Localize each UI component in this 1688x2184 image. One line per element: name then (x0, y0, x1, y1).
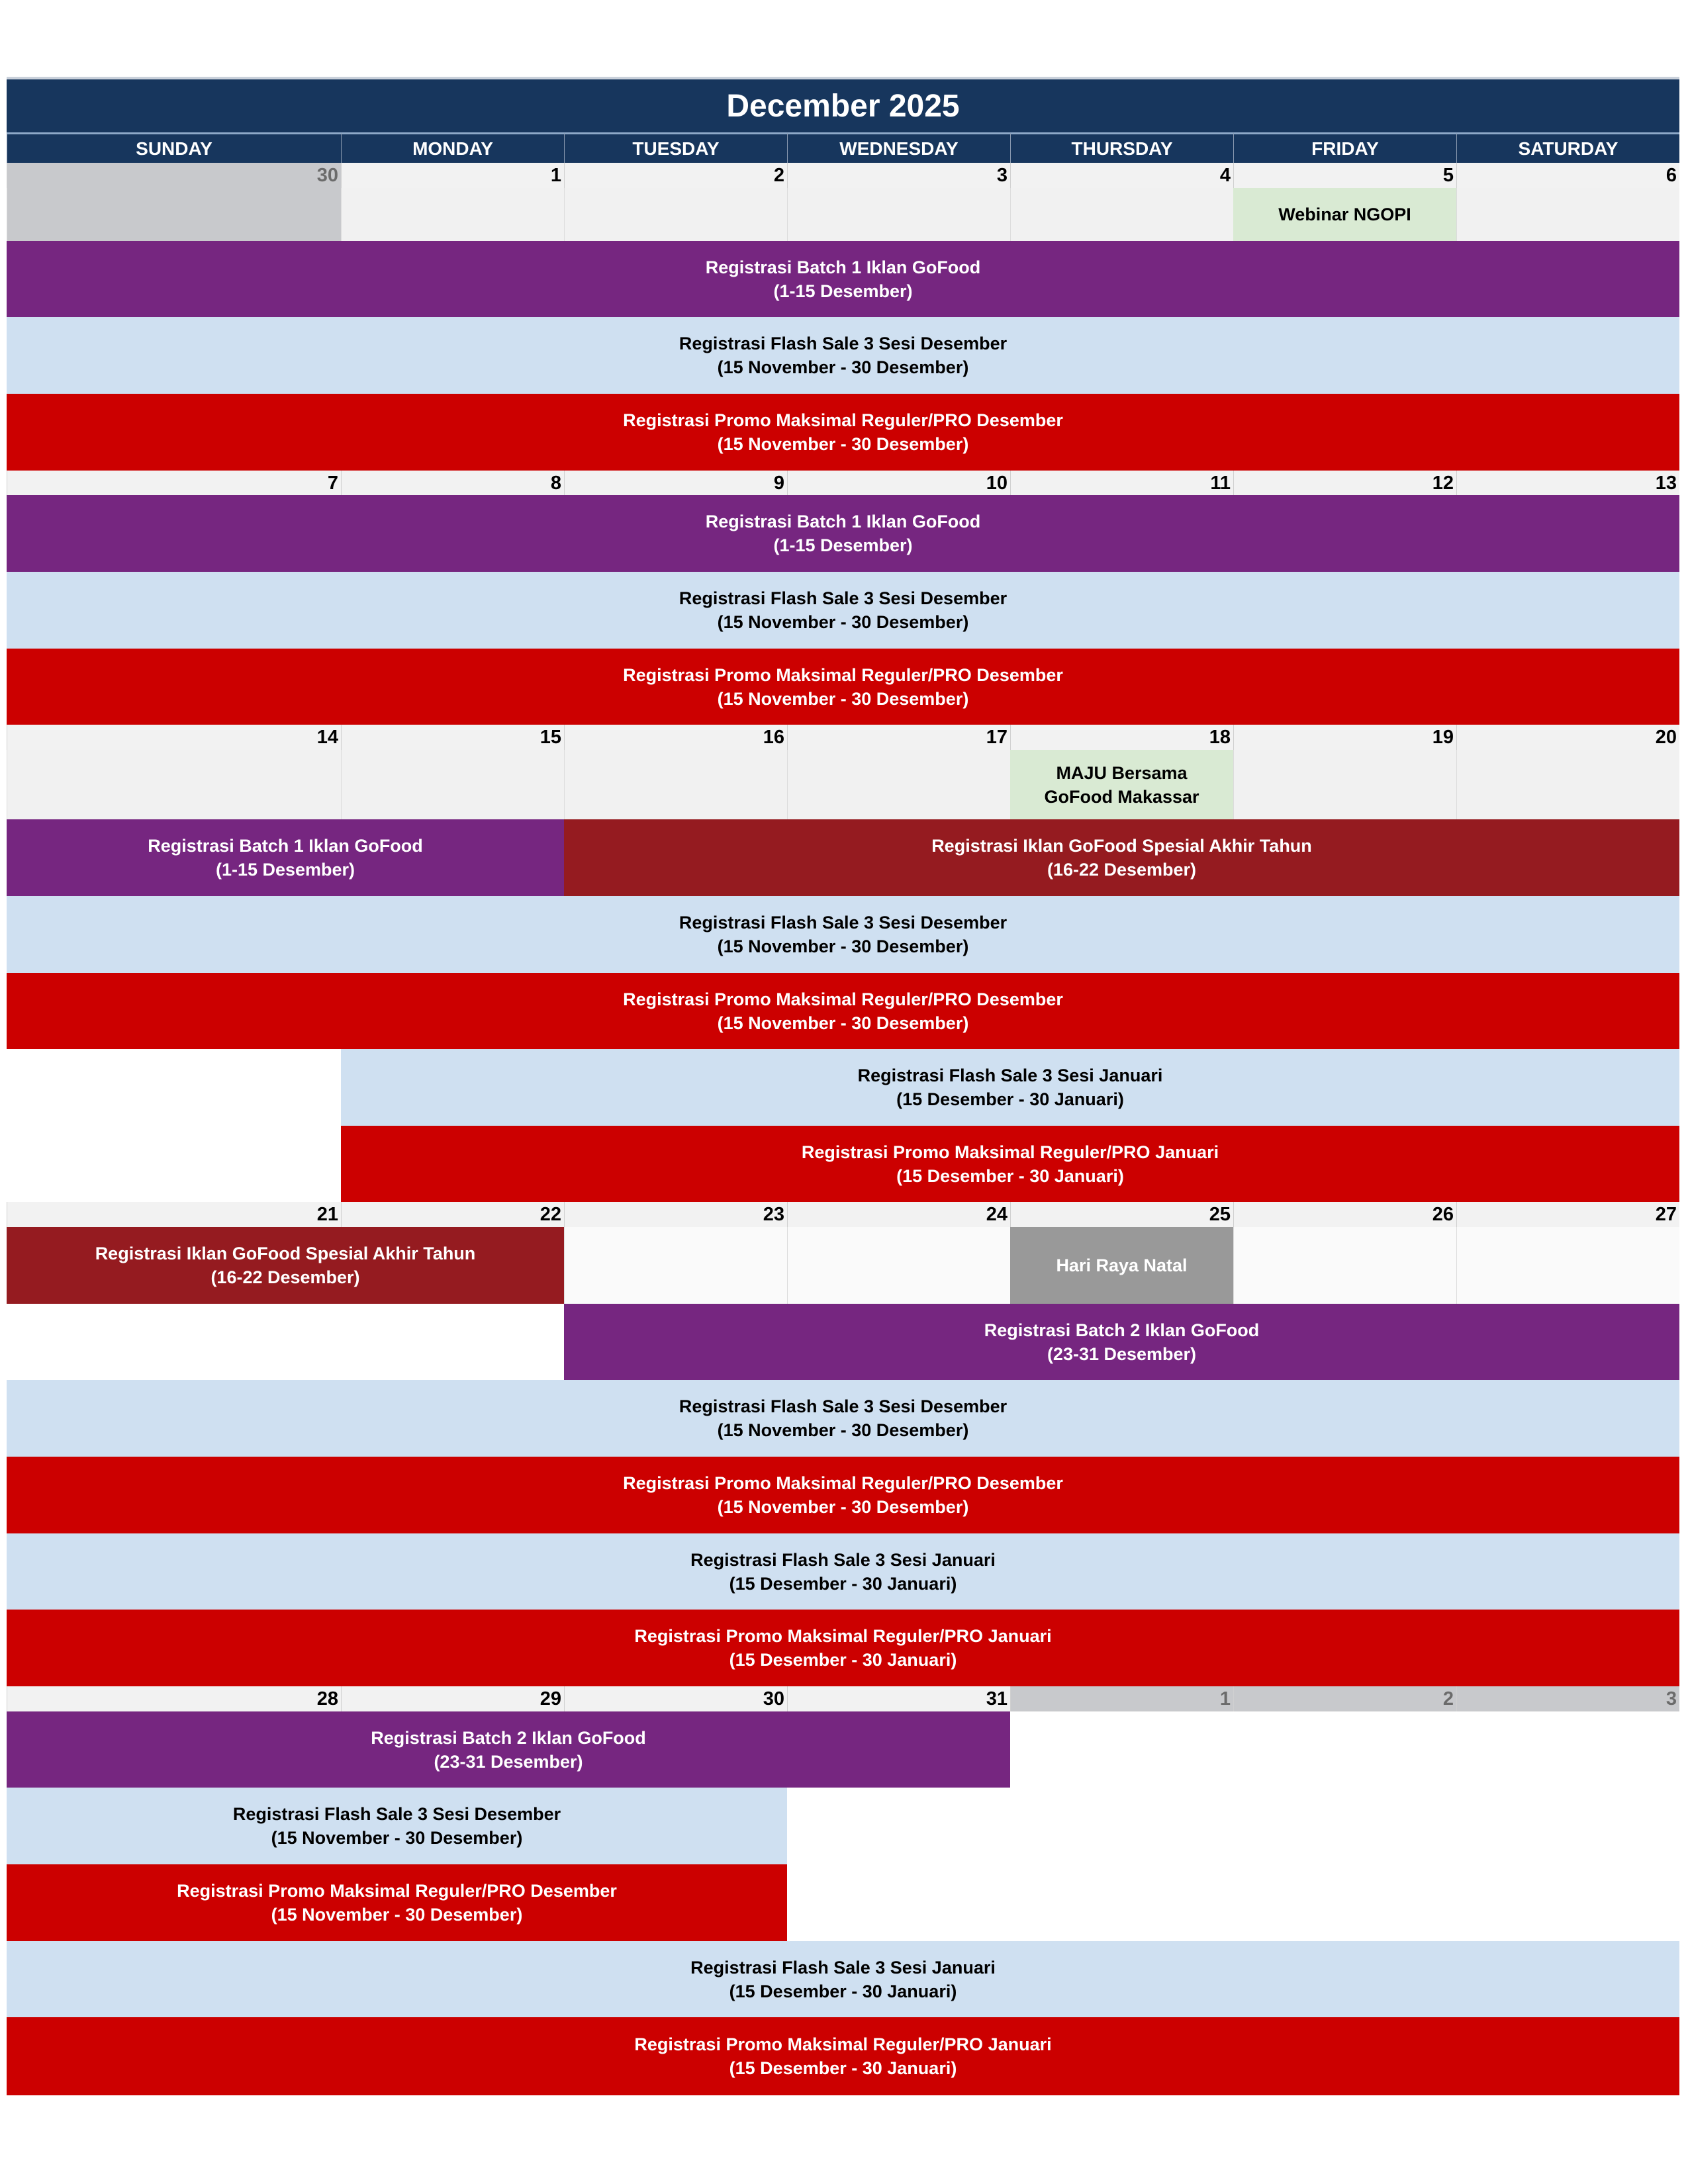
event-dates: (1-15 Desember) (773, 281, 913, 301)
date-number[interactable]: 30 (7, 163, 341, 188)
event-dates: (15 Desember - 30 Januari) (729, 1573, 957, 1594)
event-title: Registrasi Batch 2 Iklan GoFood (371, 1727, 646, 1748)
event-dates: (15 Desember - 30 Januari) (729, 2058, 957, 2078)
event-title: Webinar NGOPI (1278, 205, 1411, 224)
event-flash-sale-desember[interactable] (7, 896, 1679, 973)
event-flash-sale-desember[interactable] (7, 1380, 1679, 1457)
empty-cell (787, 750, 1010, 819)
event-promo-desember[interactable] (7, 1864, 787, 1941)
empty-cell (564, 750, 787, 819)
date-number[interactable]: 8 (341, 471, 564, 496)
date-number[interactable]: 19 (1233, 725, 1456, 750)
event-dates: (1-15 Desember) (773, 535, 913, 555)
date-number[interactable]: 29 (341, 1686, 564, 1711)
event-title: Registrasi Promo Maksimal Reguler/PRO Januari (801, 1142, 1219, 1162)
date-number[interactable]: 31 (787, 1686, 1010, 1711)
event-flash-sale-desember[interactable] (7, 317, 1679, 394)
event-dates: (15 November - 30 Desember) (717, 936, 969, 956)
event-title: Registrasi Promo Maksimal Reguler/PRO Desember (623, 989, 1063, 1009)
day-header-friday: FRIDAY (1233, 132, 1456, 163)
empty-cell (564, 188, 787, 241)
event-batch1-iklan[interactable] (7, 241, 1679, 317)
date-number[interactable]: 1 (341, 163, 564, 188)
empty-cell (787, 1227, 1010, 1304)
date-number[interactable]: 9 (564, 471, 787, 496)
calendar-title: December 2025 (7, 77, 1679, 132)
event-title: Registrasi Flash Sale 3 Sesi Desember (679, 913, 1008, 933)
event-dates: (15 Desember - 30 Januari) (896, 1089, 1124, 1109)
event-dates: (15 November - 30 Desember) (717, 357, 969, 377)
empty-cell (7, 188, 341, 241)
event-title: Registrasi Promo Maksimal Reguler/PRO Desember (623, 664, 1063, 685)
event-dates: (15 November - 30 Desember) (717, 1013, 969, 1033)
empty-cell (341, 750, 564, 819)
day-header-sunday: SUNDAY (7, 132, 341, 163)
empty-cell (1456, 1227, 1679, 1304)
event-batch2-iklan[interactable] (7, 1711, 1010, 1788)
event-title: Registrasi Promo Maksimal Reguler/PRO Januari (634, 1626, 1052, 1646)
empty-cell (1010, 188, 1233, 241)
event-title: Registrasi Flash Sale 3 Sesi Januari (857, 1066, 1163, 1085)
event-dates: (15 November - 30 Desember) (717, 1497, 969, 1517)
event-title: Registrasi Batch 1 Iklan GoFood (705, 512, 981, 531)
date-number[interactable]: 23 (564, 1202, 787, 1227)
event-batch1-iklan[interactable] (7, 819, 564, 896)
date-number[interactable]: 26 (1233, 1202, 1456, 1227)
event-title: Registrasi Promo Maksimal Reguler/PRO Desember (623, 1473, 1063, 1493)
event-dates: (23-31 Desember) (1047, 1343, 1197, 1364)
date-number[interactable]: 3 (787, 163, 1010, 188)
event-flash-sale-januari[interactable] (7, 1941, 1679, 2017)
event-dates: (15 November - 30 Desember) (271, 1905, 523, 1925)
event-title: Registrasi Promo Maksimal Reguler/PRO Desember (177, 1881, 617, 1901)
date-number[interactable]: 21 (7, 1202, 341, 1227)
date-number[interactable]: 30 (564, 1686, 787, 1711)
date-number[interactable]: 4 (1010, 163, 1233, 188)
empty-cell (1456, 750, 1679, 819)
event-flash-sale-desember[interactable] (7, 1788, 787, 1864)
event-promo-desember[interactable] (7, 1457, 1679, 1533)
event-title: Registrasi Promo Maksimal Reguler/PRO Desember (623, 410, 1063, 430)
event-spesial-akhir-tahun[interactable] (7, 1227, 564, 1304)
date-number[interactable]: 6 (1456, 163, 1679, 188)
event-dates: (15 Desember - 30 Januari) (896, 1165, 1124, 1186)
event-promo-januari[interactable] (7, 1610, 1679, 1686)
event-spesial-akhir-tahun[interactable] (564, 819, 1679, 896)
event-title: Registrasi Promo Maksimal Reguler/PRO Januari (634, 2034, 1052, 2054)
empty-cell (1233, 750, 1456, 819)
event-promo-januari[interactable] (341, 1126, 1679, 1202)
event-flash-sale-desember[interactable] (7, 572, 1679, 649)
date-number[interactable]: 10 (787, 471, 1010, 496)
date-number[interactable]: 15 (341, 725, 564, 750)
event-maju-bersama[interactable] (1010, 750, 1233, 819)
event-flash-sale-januari[interactable] (7, 1533, 1679, 1610)
date-number[interactable]: 28 (7, 1686, 341, 1711)
event-title: MAJU Bersama (1056, 762, 1188, 783)
event-flash-sale-januari[interactable] (341, 1049, 1679, 1126)
event-promo-desember[interactable] (7, 394, 1679, 471)
event-dates: (15 November - 30 Desember) (717, 434, 969, 454)
event-title: Registrasi Flash Sale 3 Sesi Desember (232, 1804, 561, 1824)
event-promo-januari[interactable] (7, 2017, 1679, 2095)
date-number[interactable]: 12 (1233, 471, 1456, 496)
event-title: Registrasi Batch 2 Iklan GoFood (984, 1320, 1260, 1340)
date-number[interactable]: 2 (1233, 1686, 1456, 1711)
date-number[interactable]: 24 (787, 1202, 1010, 1227)
date-number[interactable]: 18 (1010, 725, 1233, 750)
event-title: Registrasi Flash Sale 3 Sesi Januari (690, 1549, 996, 1570)
event-title: Registrasi Iklan GoFood Spesial Akhir Tahun (95, 1244, 476, 1263)
event-promo-desember[interactable] (7, 649, 1679, 725)
event-dates: (1-15 Desember) (215, 860, 355, 880)
event-title: Registrasi Flash Sale 3 Sesi Desember (679, 588, 1008, 608)
event-webinar-ngopi[interactable] (1233, 188, 1456, 241)
date-number[interactable]: 7 (7, 471, 341, 496)
date-number[interactable]: 14 (7, 725, 341, 750)
empty-cell (787, 188, 1010, 241)
event-dates: (15 Desember - 30 Januari) (729, 1650, 957, 1670)
day-header-wednesday: WEDNESDAY (787, 132, 1010, 163)
empty-cell (1233, 1227, 1456, 1304)
event-batch2-iklan[interactable] (564, 1304, 1679, 1380)
event-dates: GoFood Makassar (1044, 786, 1199, 807)
date-number[interactable]: 5 (1233, 163, 1456, 188)
empty-cell (7, 750, 341, 819)
event-promo-desember[interactable] (7, 973, 1679, 1049)
date-number[interactable]: 17 (787, 725, 1010, 750)
date-number[interactable]: 22 (341, 1202, 564, 1227)
date-number[interactable]: 13 (1456, 471, 1679, 496)
event-title: Registrasi Flash Sale 3 Sesi Desember (679, 1396, 1008, 1416)
event-dates: (15 November - 30 Desember) (717, 612, 969, 632)
day-header-tuesday: TUESDAY (564, 132, 787, 163)
event-title: Registrasi Iklan GoFood Spesial Akhir Tahun (931, 836, 1312, 856)
date-number[interactable]: 20 (1456, 725, 1679, 750)
event-dates: (15 Desember - 30 Januari) (729, 1981, 957, 2001)
date-number[interactable]: 3 (1456, 1686, 1679, 1711)
event-title: Registrasi Flash Sale 3 Sesi Januari (690, 1957, 996, 1978)
date-number[interactable]: 25 (1010, 1202, 1233, 1227)
event-batch1-iklan[interactable] (7, 495, 1679, 572)
date-number[interactable]: 16 (564, 725, 787, 750)
event-dates: (15 November - 30 Desember) (717, 688, 969, 709)
event-dates: (16-22 Desember) (1047, 860, 1197, 880)
date-number[interactable]: 11 (1010, 471, 1233, 496)
event-dates: (16-22 Desember) (211, 1267, 360, 1287)
empty-cell (564, 1227, 787, 1304)
event-title: Hari Raya Natal (1056, 1255, 1188, 1275)
date-number[interactable]: 2 (564, 163, 787, 188)
day-header-saturday: SATURDAY (1456, 132, 1679, 163)
event-title: Registrasi Batch 1 Iklan GoFood (148, 836, 423, 856)
event-dates: (15 November - 30 Desember) (271, 1828, 523, 1848)
empty-cell (341, 188, 564, 241)
date-number[interactable]: 27 (1456, 1202, 1679, 1227)
event-dates: (23-31 Desember) (434, 1751, 583, 1772)
event-dates: (15 November - 30 Desember) (717, 1420, 969, 1440)
event-hari-raya-natal[interactable] (1010, 1227, 1233, 1304)
empty-cell (1456, 188, 1679, 241)
event-title: Registrasi Batch 1 Iklan GoFood (705, 257, 981, 277)
day-header-thursday: THURSDAY (1010, 132, 1233, 163)
day-header-monday: MONDAY (341, 132, 564, 163)
date-number[interactable]: 1 (1010, 1686, 1233, 1711)
event-title: Registrasi Flash Sale 3 Sesi Desember (679, 334, 1008, 353)
